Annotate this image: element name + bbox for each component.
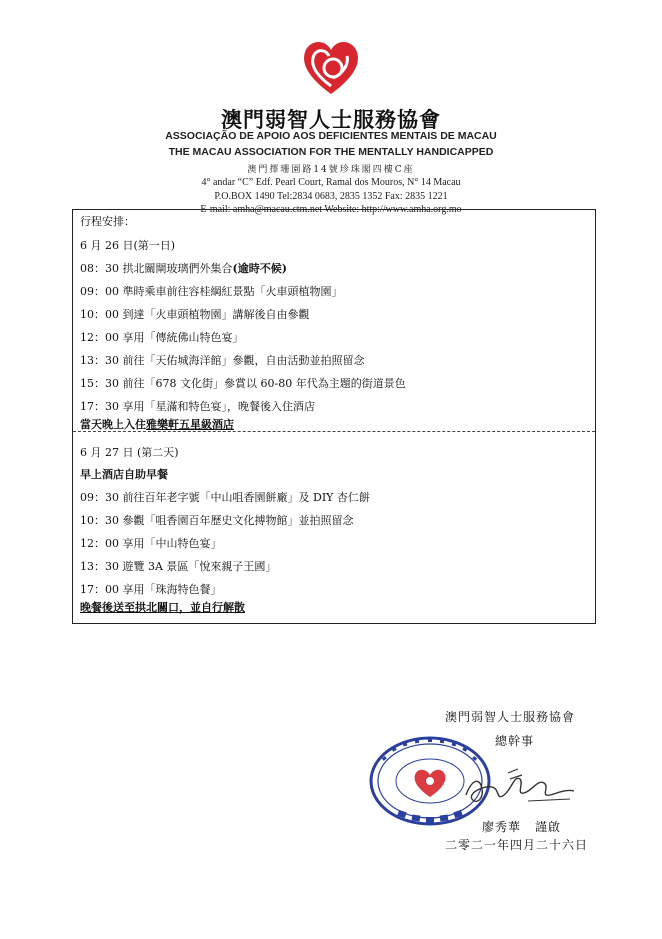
item-text: 享用「珠海特色餐」 (122, 583, 222, 596)
schedule-heading: 行程安排： (80, 215, 135, 228)
day2-item (80, 537, 222, 551)
item-time: 10：30 (80, 514, 119, 527)
day2-item (80, 560, 276, 574)
day2-item (80, 514, 354, 528)
item-time: 08：30 (80, 262, 119, 275)
item-time: 12：00 (80, 537, 119, 550)
item-text: 享用「傳統佛山特色宴」 (122, 331, 244, 344)
item-text: 享用「中山特色宴」 (122, 537, 222, 550)
item-time: 12：00 (80, 331, 119, 344)
item-time: 09：00 (80, 285, 119, 298)
day1-item (80, 331, 244, 345)
day1-hotel-note (80, 418, 234, 432)
signoff-org: 澳門弱智人士服務協會 (445, 710, 576, 724)
email-website: E-mail: amha@macau.ctm.net Website: http://www.amha.org.mo (200, 204, 462, 215)
day1-item (80, 377, 406, 391)
item-time: 15：30 (80, 377, 119, 390)
hotel-prefix: 當天晚上入住 (80, 418, 146, 431)
heart-logo-icon (299, 34, 363, 98)
org-name-chinese: 澳門弱智人士服務協會 (221, 107, 441, 132)
day2-title: 6 月 27 日 (第二天) (80, 446, 179, 459)
item-text: 參觀「咀香園百年歷史文化搏物館」並拍照留念 (122, 514, 354, 527)
item-time: 10：00 (80, 308, 119, 321)
item-text: 前往「天佑城海洋館」參觀，自由活動並拍照留念 (122, 354, 365, 367)
item-time: 13：30 (80, 560, 119, 573)
item-note: (逾時不候) (232, 262, 287, 275)
item-text: 前往「678 文化街」參賞以 60-80 年代為主題的街道景色 (122, 377, 406, 390)
item-time: 09：30 (80, 491, 119, 504)
day1-item (80, 308, 310, 322)
org-name-english: THE MACAU ASSOCIATION FOR THE MENTALLY HANDICAPPED (168, 146, 494, 158)
item-text: 準時乘車前往容桂綱紅景點「火車頭植物園」 (122, 285, 343, 298)
hotel-name: 雅樂軒五星級酒店 (146, 418, 234, 431)
day2-item (80, 583, 222, 597)
item-text: 享用「星滿和特色宴」，晚餐後入住酒店 (122, 400, 315, 413)
day2-dismissal-note: 晚餐後送至拱北關口，並自行解散 (80, 601, 245, 614)
signoff-name: 廖秀華 (482, 820, 522, 834)
item-time: 13：30 (80, 354, 119, 367)
item-text: 遊覽 3A 景區「悅來親子王國」 (122, 560, 277, 573)
handwritten-signature (458, 765, 578, 815)
day1-item (80, 285, 343, 299)
day1-item (80, 400, 315, 414)
address-chinese: 澳門擇珊園路14號珍珠閣四樓C座 (247, 165, 415, 175)
item-time: 17：30 (80, 400, 119, 413)
item-text: 拱北關閘玻璃們外集合 (122, 262, 233, 275)
day1-item (80, 262, 287, 276)
day1-item (80, 354, 365, 368)
day2-item (80, 491, 370, 505)
association-logo (299, 34, 363, 98)
item-text: 前往百年老字號「中山咀香園餅廠」及 DIY 杏仁餅 (122, 491, 370, 504)
day1-title: 6 月 26 日(第一日) (80, 239, 176, 252)
address-portuguese: 4° andar “C” Edf. Pearl Court, Ramal dos Mouros, N° 14 Macau (201, 177, 461, 188)
day-divider (73, 431, 595, 432)
signoff-polite: 謹啟 (535, 820, 562, 834)
item-text: 到達「火車頭植物園」講解後自由參觀 (122, 308, 310, 321)
org-name-portuguese: ASSOCIAÇÃO DE APOIO AOS DEFICIENTES MENTAIS DE MACAU (165, 130, 497, 142)
signature-icon (458, 765, 578, 815)
signoff-date: 二零二一年四月二十六日 (445, 838, 589, 852)
item-time: 17：00 (80, 583, 119, 596)
day2-breakfast: 早上酒店自助早餐 (80, 468, 168, 481)
po-box-phone-fax: P.O.BOX 1490 Tel:2834 0683, 2835 1352 Fax: 2835 1221 (214, 191, 448, 202)
signoff-title: 總幹事 (495, 734, 535, 748)
